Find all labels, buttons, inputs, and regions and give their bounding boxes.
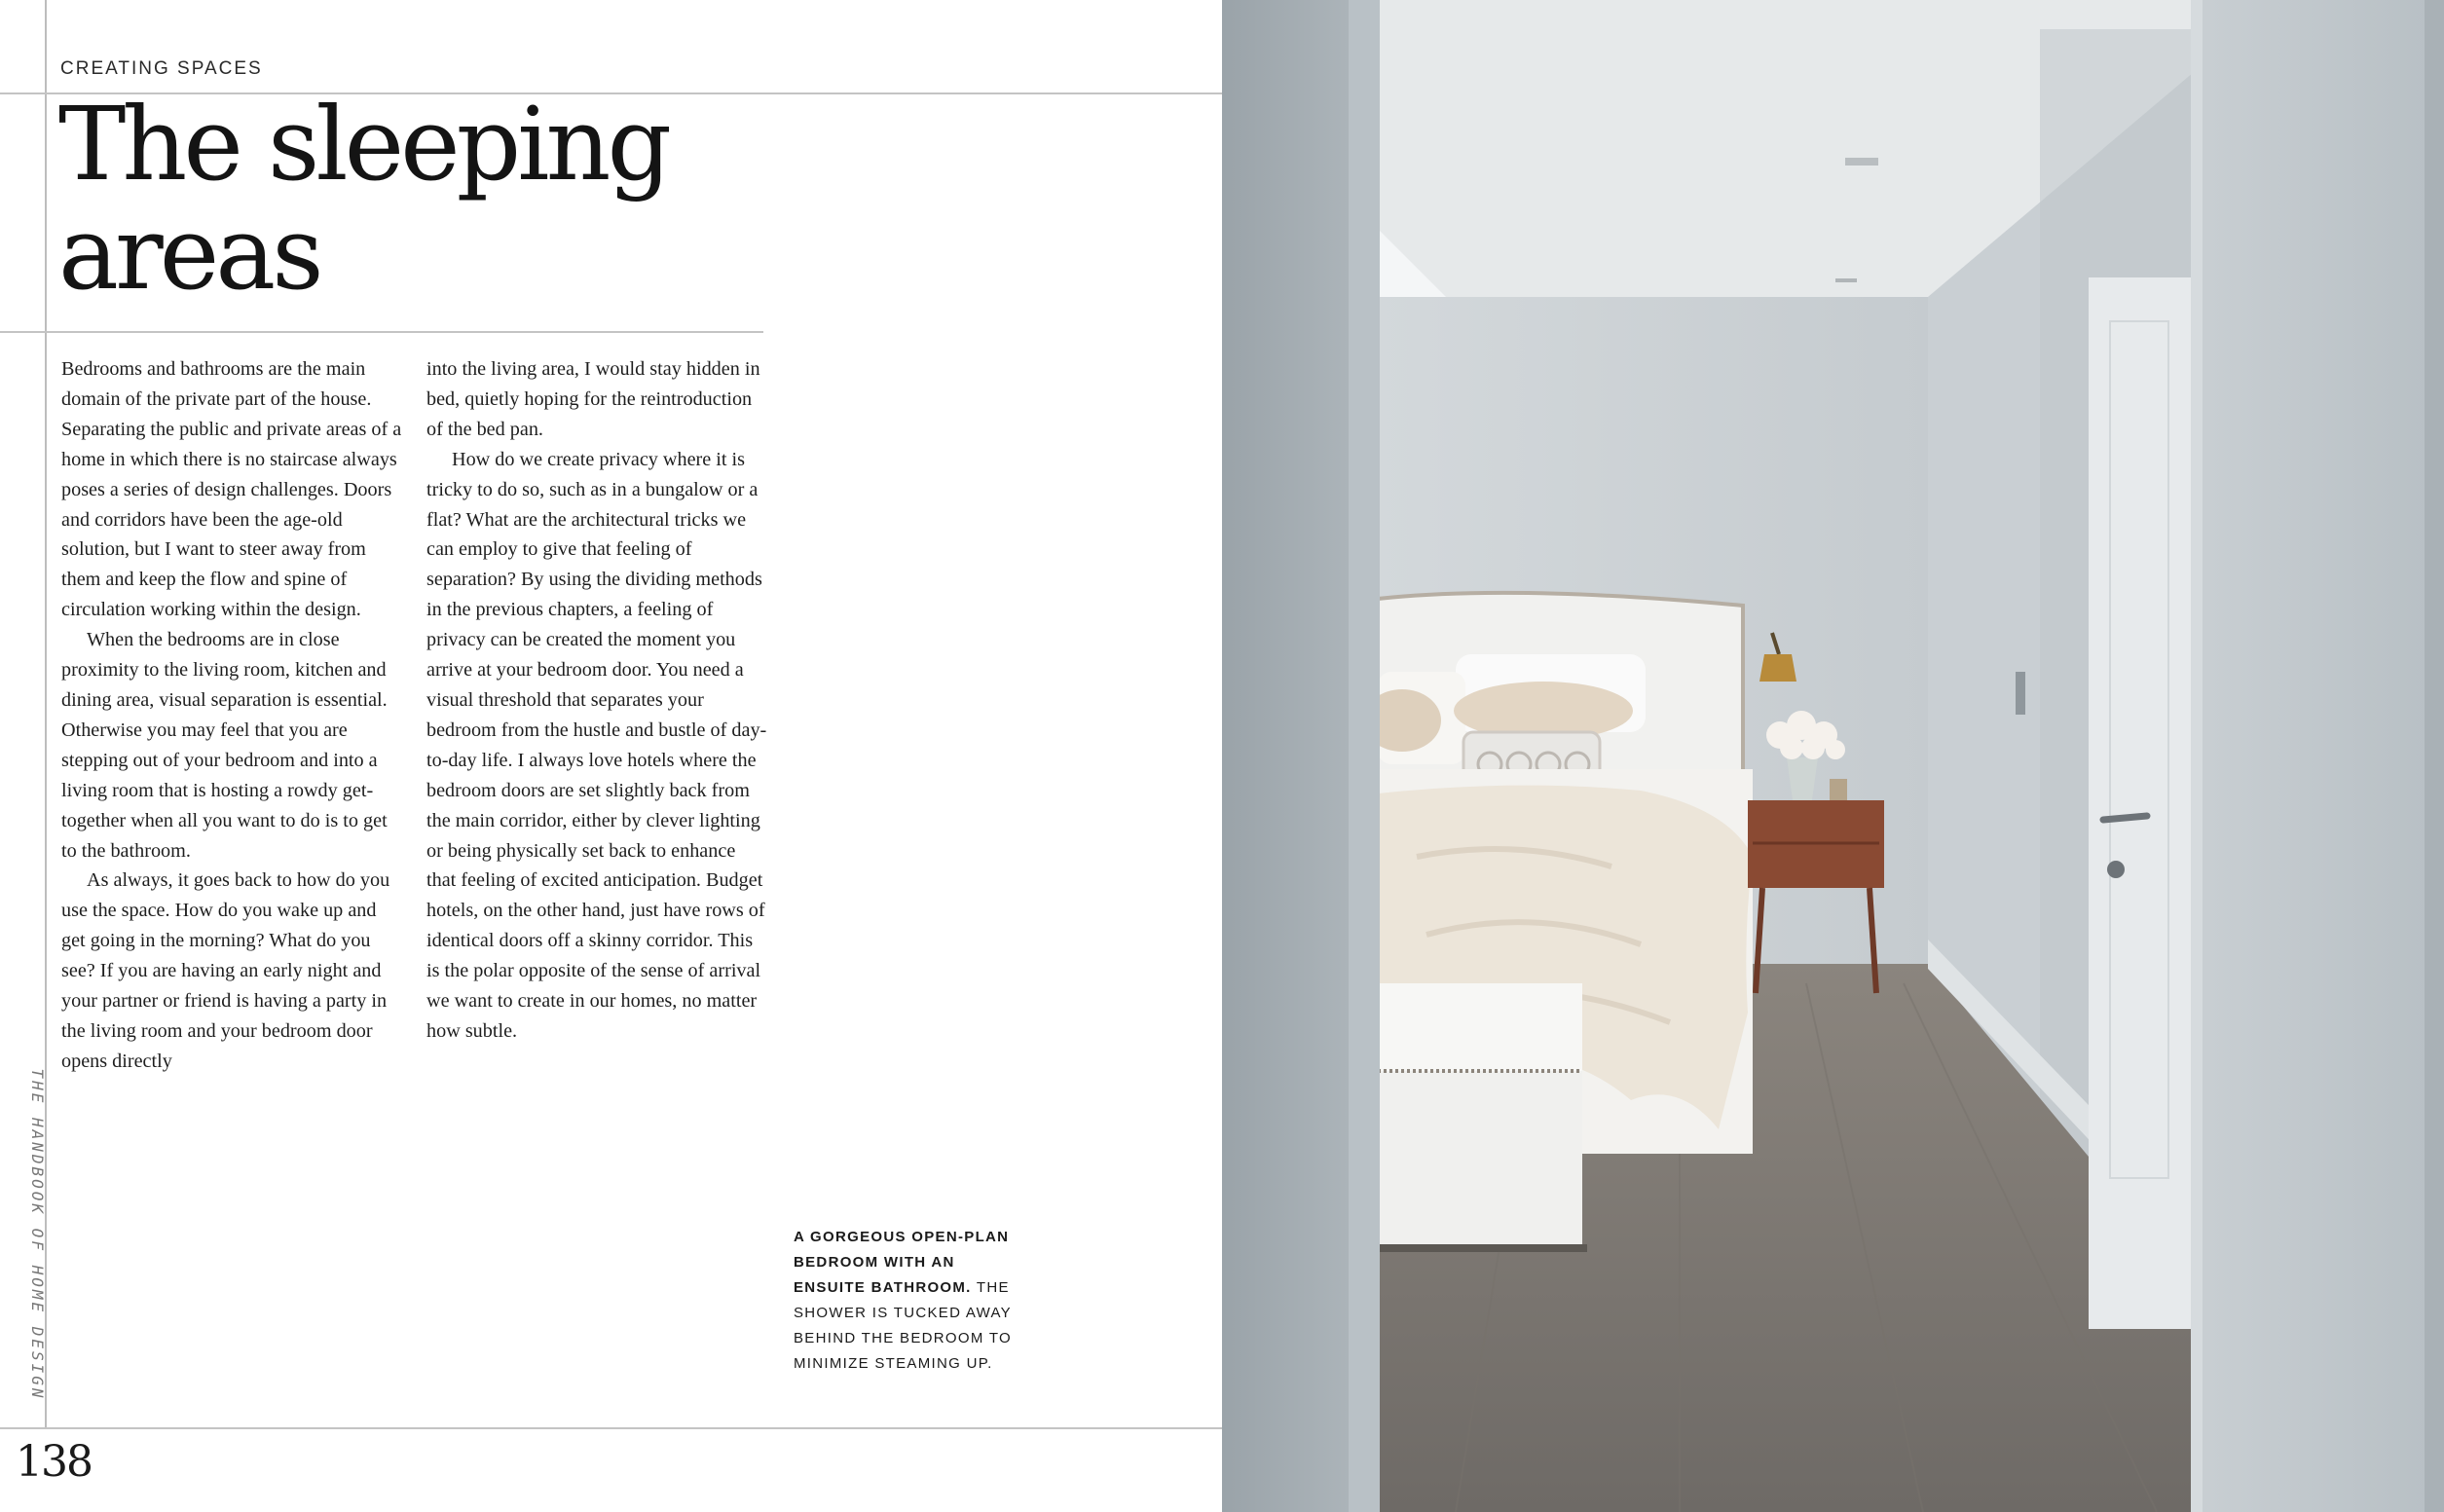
- door-lock: [2107, 861, 2125, 878]
- running-head: THE HANDBOOK OF HOME DESIGN: [28, 1068, 47, 1401]
- ceiling-vent: [1835, 278, 1857, 282]
- door-handle: [2103, 816, 2147, 820]
- door-frame-right: [2191, 0, 2444, 1512]
- far-right-edge: [2425, 0, 2444, 1512]
- paragraph: How do we create privacy where it is tricky to do so, such as in a bungalow or a flat? What are the architectural tricks we can employ to give that feeling of separation? By using the dividing methods in the previous chapters, a feeling of privacy can be created the moment you arrive at your bedroom door. You need a visual threshold that separates your bedroom from the hustle and bustle of day-to-day life. I always love hotels where the bedroom doors are set slightly back from the main corridor, either by clever lighting or being physically set back to enhance that feeling of excited anticipation. Budget hotels, on the other hand, just have rows of identical doors off a skinny corridor. This is the polar opposite of the sense of arrival we want to create in our homes, no matter how subtle.: [426, 448, 767, 1042]
- title-line-2: areas: [58, 194, 320, 313]
- body-column-2: [426, 354, 769, 1047]
- bedroom-photo: [1222, 0, 2444, 1512]
- photo-caption: [794, 1225, 1027, 1377]
- candle-jar: [1830, 779, 1847, 800]
- light-switch: [2016, 672, 2025, 715]
- footer-rule: [0, 1427, 1222, 1429]
- open-door: [2089, 277, 2191, 1329]
- wall-lamp-shade: [1759, 654, 1796, 682]
- title-rule: [0, 331, 763, 333]
- paragraph: Bedrooms and bathrooms are the main domain of the private part of the house. Separating the public and private areas of a home in which there is no staircase always poses a series of design challenges. Doors and corridors have been the age-old solution, but I want to steer away from them and keep the flow and spine of circulation working within the design.: [61, 358, 402, 621]
- page-title: [58, 85, 669, 313]
- door-frame-left-edge: [1349, 0, 1380, 1512]
- paragraph: As always, it goes back to how do you use the space. How do you wake up and get going in the morning? What do you see? If you are having an early night and your partner or friend is having a party in the living room and your bedroom door opens directly: [61, 869, 390, 1072]
- bench-top: [1378, 983, 1582, 1071]
- bench-shadow: [1378, 1244, 1587, 1252]
- paragraph: When the bedrooms are in close proximity to the living room, kitchen and dining area, visual separation is essential. Otherwise you may feel that you are stepping out of your bedroom and into a living room that is hosting a rowdy get-together when all you want to do is to get to the bathroom.: [61, 629, 388, 862]
- section-label: CREATING SPACES: [60, 58, 263, 79]
- page-number: 138: [16, 1437, 92, 1487]
- caption-rest: THE SHOWER IS TUCKED AWAY BEHIND THE BEDROOM TO MINIMIZE STEAMING UP.: [794, 1279, 1012, 1372]
- caption-bold: A GORGEOUS OPEN-PLAN BEDROOM WITH AN ENSUITE BATHROOM.: [794, 1229, 1010, 1296]
- title-line-1: The sleeping: [58, 85, 669, 203]
- paragraph: into the living area, I would stay hidden in bed, quietly hoping for the reintroduction of the bed pan.: [426, 358, 760, 440]
- ceiling-light-fixture: [1845, 158, 1878, 166]
- body-column-1: [61, 354, 404, 1077]
- door-frame-right-edge: [2191, 0, 2203, 1512]
